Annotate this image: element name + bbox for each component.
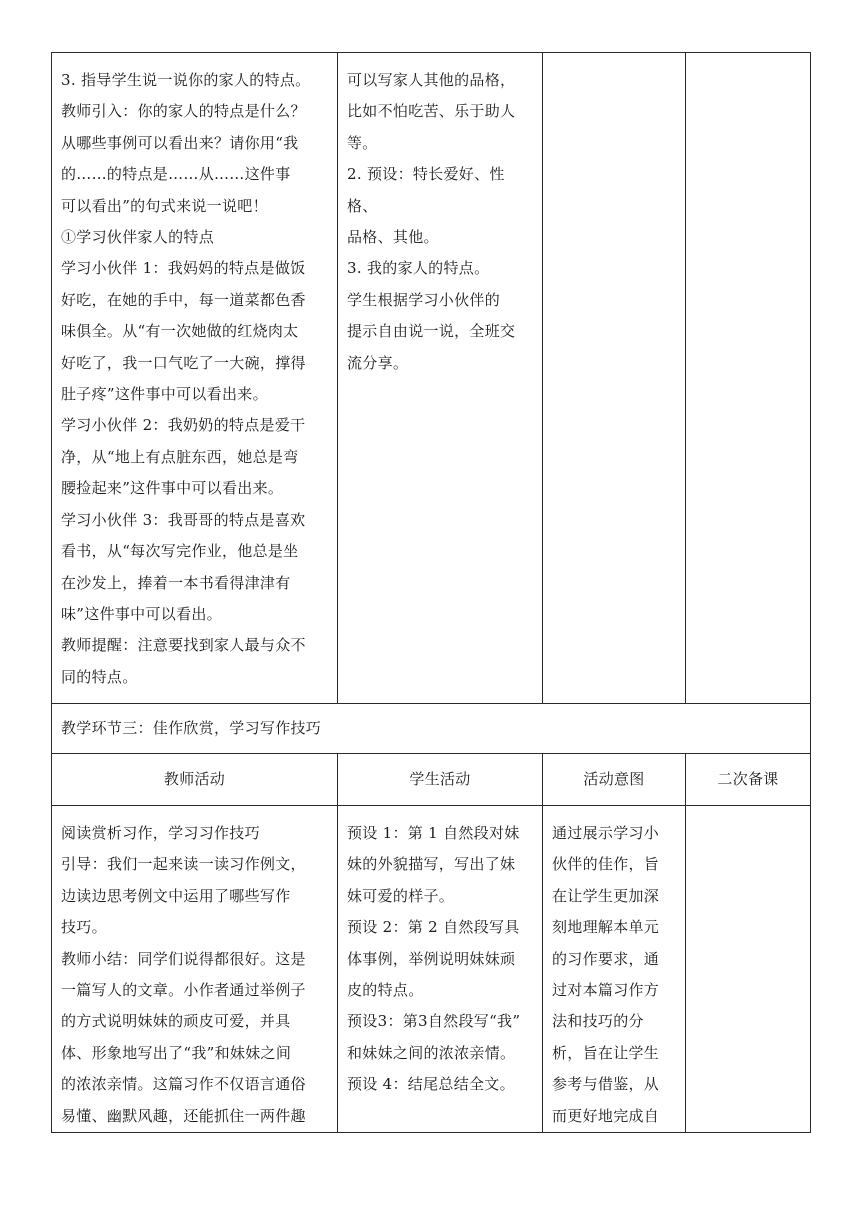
text-line: 通过展示学习小 (552, 824, 660, 842)
text-line: 边读边思考例文中运用了哪些写作 (61, 886, 291, 905)
upper-teacher-cell (52, 53, 338, 704)
section-title: 教学环节三：佳作欣赏，学习写作技巧 (61, 719, 322, 737)
text-line: 的习作要求，通 (552, 949, 660, 968)
header-review-cell (686, 754, 811, 806)
text-line: 的方式说明妹妹的顽皮可爱，并具 (61, 1012, 291, 1031)
text-line: 从哪些事例可以看出来？请你用“我 (61, 133, 299, 152)
section-title-cell (52, 704, 811, 754)
text-line: 可以写家人其他的品格， (347, 71, 516, 89)
upper-teacher-activity (52, 53, 337, 693)
text-line: 净，从“地上有点脏东西，她总是弯 (61, 447, 299, 466)
text-line: 好吃了，我一口气吃了一大碗，撑得 (61, 353, 306, 372)
text-line: 皮的特点。 (347, 981, 424, 1000)
section3-activity-row (52, 806, 811, 1133)
section3-teacher-activity (52, 806, 337, 1132)
upper-intent-cell (543, 53, 686, 704)
text-line: 而更好地完成自 (552, 1106, 660, 1125)
text-line: 提示自由说一说，全班交 (347, 322, 516, 341)
text-line: 的……的特点是……从……这件事 (61, 165, 291, 184)
upper-review-cell (686, 53, 811, 704)
text-line: 预设 2：第 2 自然段写具 (347, 918, 520, 937)
text-line: 学习小伙伴 1：我妈妈的特点是做饭 (61, 259, 306, 278)
section3-review-cell (686, 806, 811, 1133)
text-line: 比如不怕吃苦、乐于助人 (347, 102, 516, 121)
section3-student-activity (338, 806, 542, 1101)
text-line: 可以看出”的句式来说一说吧！ (61, 196, 268, 215)
text-line: 预设 1：第 1 自然段对妹 (347, 824, 520, 842)
text-line: 体事例，举例说明妹妹顽 (347, 949, 516, 968)
text-line: 在沙发上，捧着一本书看得津津有 (61, 573, 291, 592)
header-activity-intent: 活动意图 (583, 770, 645, 788)
section-title-row (52, 704, 811, 754)
text-line: 技巧。 (61, 918, 107, 937)
text-line: 流分享。 (347, 353, 409, 372)
text-line: 妹的外貌描写，写出了妹 (347, 855, 516, 874)
text-line: 析，旨在让学生 (552, 1043, 660, 1062)
text-line: 品格、其他。 (347, 228, 439, 247)
text-line: 等。 (347, 133, 378, 152)
text-line: 2. 预设：特长爱好、性格、 (347, 165, 505, 215)
text-line: 体、形象地写出了“我”和妹妹之间 (61, 1043, 292, 1062)
text-line: 教师提醒：注意要找到家人最与众不 (61, 636, 306, 655)
header-teacher-cell (52, 754, 338, 806)
section3-teacher-cell (52, 806, 338, 1133)
text-line: 腰捡起来”这件事中可以看出来。 (61, 479, 284, 498)
text-line: 好吃，在她的手中，每一道菜都色香 (61, 290, 306, 309)
text-line: 教师引入：你的家人的特点是什么？ (61, 102, 306, 121)
text-line: 刻地理解本单元 (552, 918, 660, 937)
header-second-review: 二次备课 (717, 770, 779, 788)
text-line: 过对本篇习作方 (552, 981, 660, 1000)
text-line: 阅读赏析习作，学习习作技巧 (61, 824, 260, 842)
upper-activity-row (52, 53, 811, 704)
text-line: 学习小伙伴 3：我哥哥的特点是喜欢 (61, 510, 306, 529)
text-line: 看书，从“每次写完作业，他总是坐 (61, 542, 299, 561)
header-student-cell (338, 754, 543, 806)
text-line: 同的特点。 (61, 667, 138, 686)
text-line: 3. 指导学生说一说你的家人的特点。 (61, 71, 311, 89)
text-line: 学习小伙伴 2：我奶奶的特点是爱干 (61, 416, 306, 435)
text-line: ①学习伙伴家人的特点 (61, 228, 215, 247)
text-line: 一篇写人的文章。小作者通过举例子 (61, 981, 306, 1000)
text-line: 妹可爱的样子。 (347, 886, 455, 905)
text-line: 法和技巧的分 (552, 1012, 644, 1031)
text-line: 预设3：第3自然段写“我” (347, 1012, 521, 1031)
text-line: 伙伴的佳作，旨 (552, 855, 660, 874)
text-line: 味俱全。从“有一次她做的红烧肉太 (61, 322, 299, 341)
text-line: 肚子疼”这件事中可以看出来。 (61, 385, 268, 404)
text-line: 3. 我的家人的特点。 (347, 259, 490, 278)
section3-activity-intent (543, 806, 685, 1132)
text-line: 预设 4：结尾总结全文。 (347, 1075, 515, 1094)
text-line: 参考与借鉴，从 (552, 1075, 660, 1094)
text-line: 易懂、幽默风趣，还能抓住一两件趣 (61, 1106, 306, 1125)
header-teacher-activity: 教师活动 (163, 770, 226, 788)
text-line: 引导：我们一起来读一读习作例文， (61, 855, 306, 874)
text-line: 教师小结：同学们说得都很好。这是 (61, 949, 306, 968)
header-intent-cell (543, 754, 686, 806)
column-header-row (52, 754, 811, 806)
text-line: 的浓浓亲情。这篇习作不仅语言通俗 (61, 1075, 306, 1094)
text-line: 和妹妹之间的浓浓亲情。 (347, 1043, 516, 1062)
text-line: 味”这件事中可以看出。 (61, 604, 222, 623)
lesson-plan-table (51, 52, 811, 1133)
upper-student-activity (338, 53, 542, 379)
section3-intent-cell (543, 806, 686, 1133)
header-student-activity: 学生活动 (409, 770, 471, 788)
text-line: 学生根据学习小伙伴的 (347, 290, 501, 309)
section3-student-cell (338, 806, 543, 1133)
text-line: 在让学生更加深 (552, 886, 660, 905)
upper-student-cell (338, 53, 543, 704)
